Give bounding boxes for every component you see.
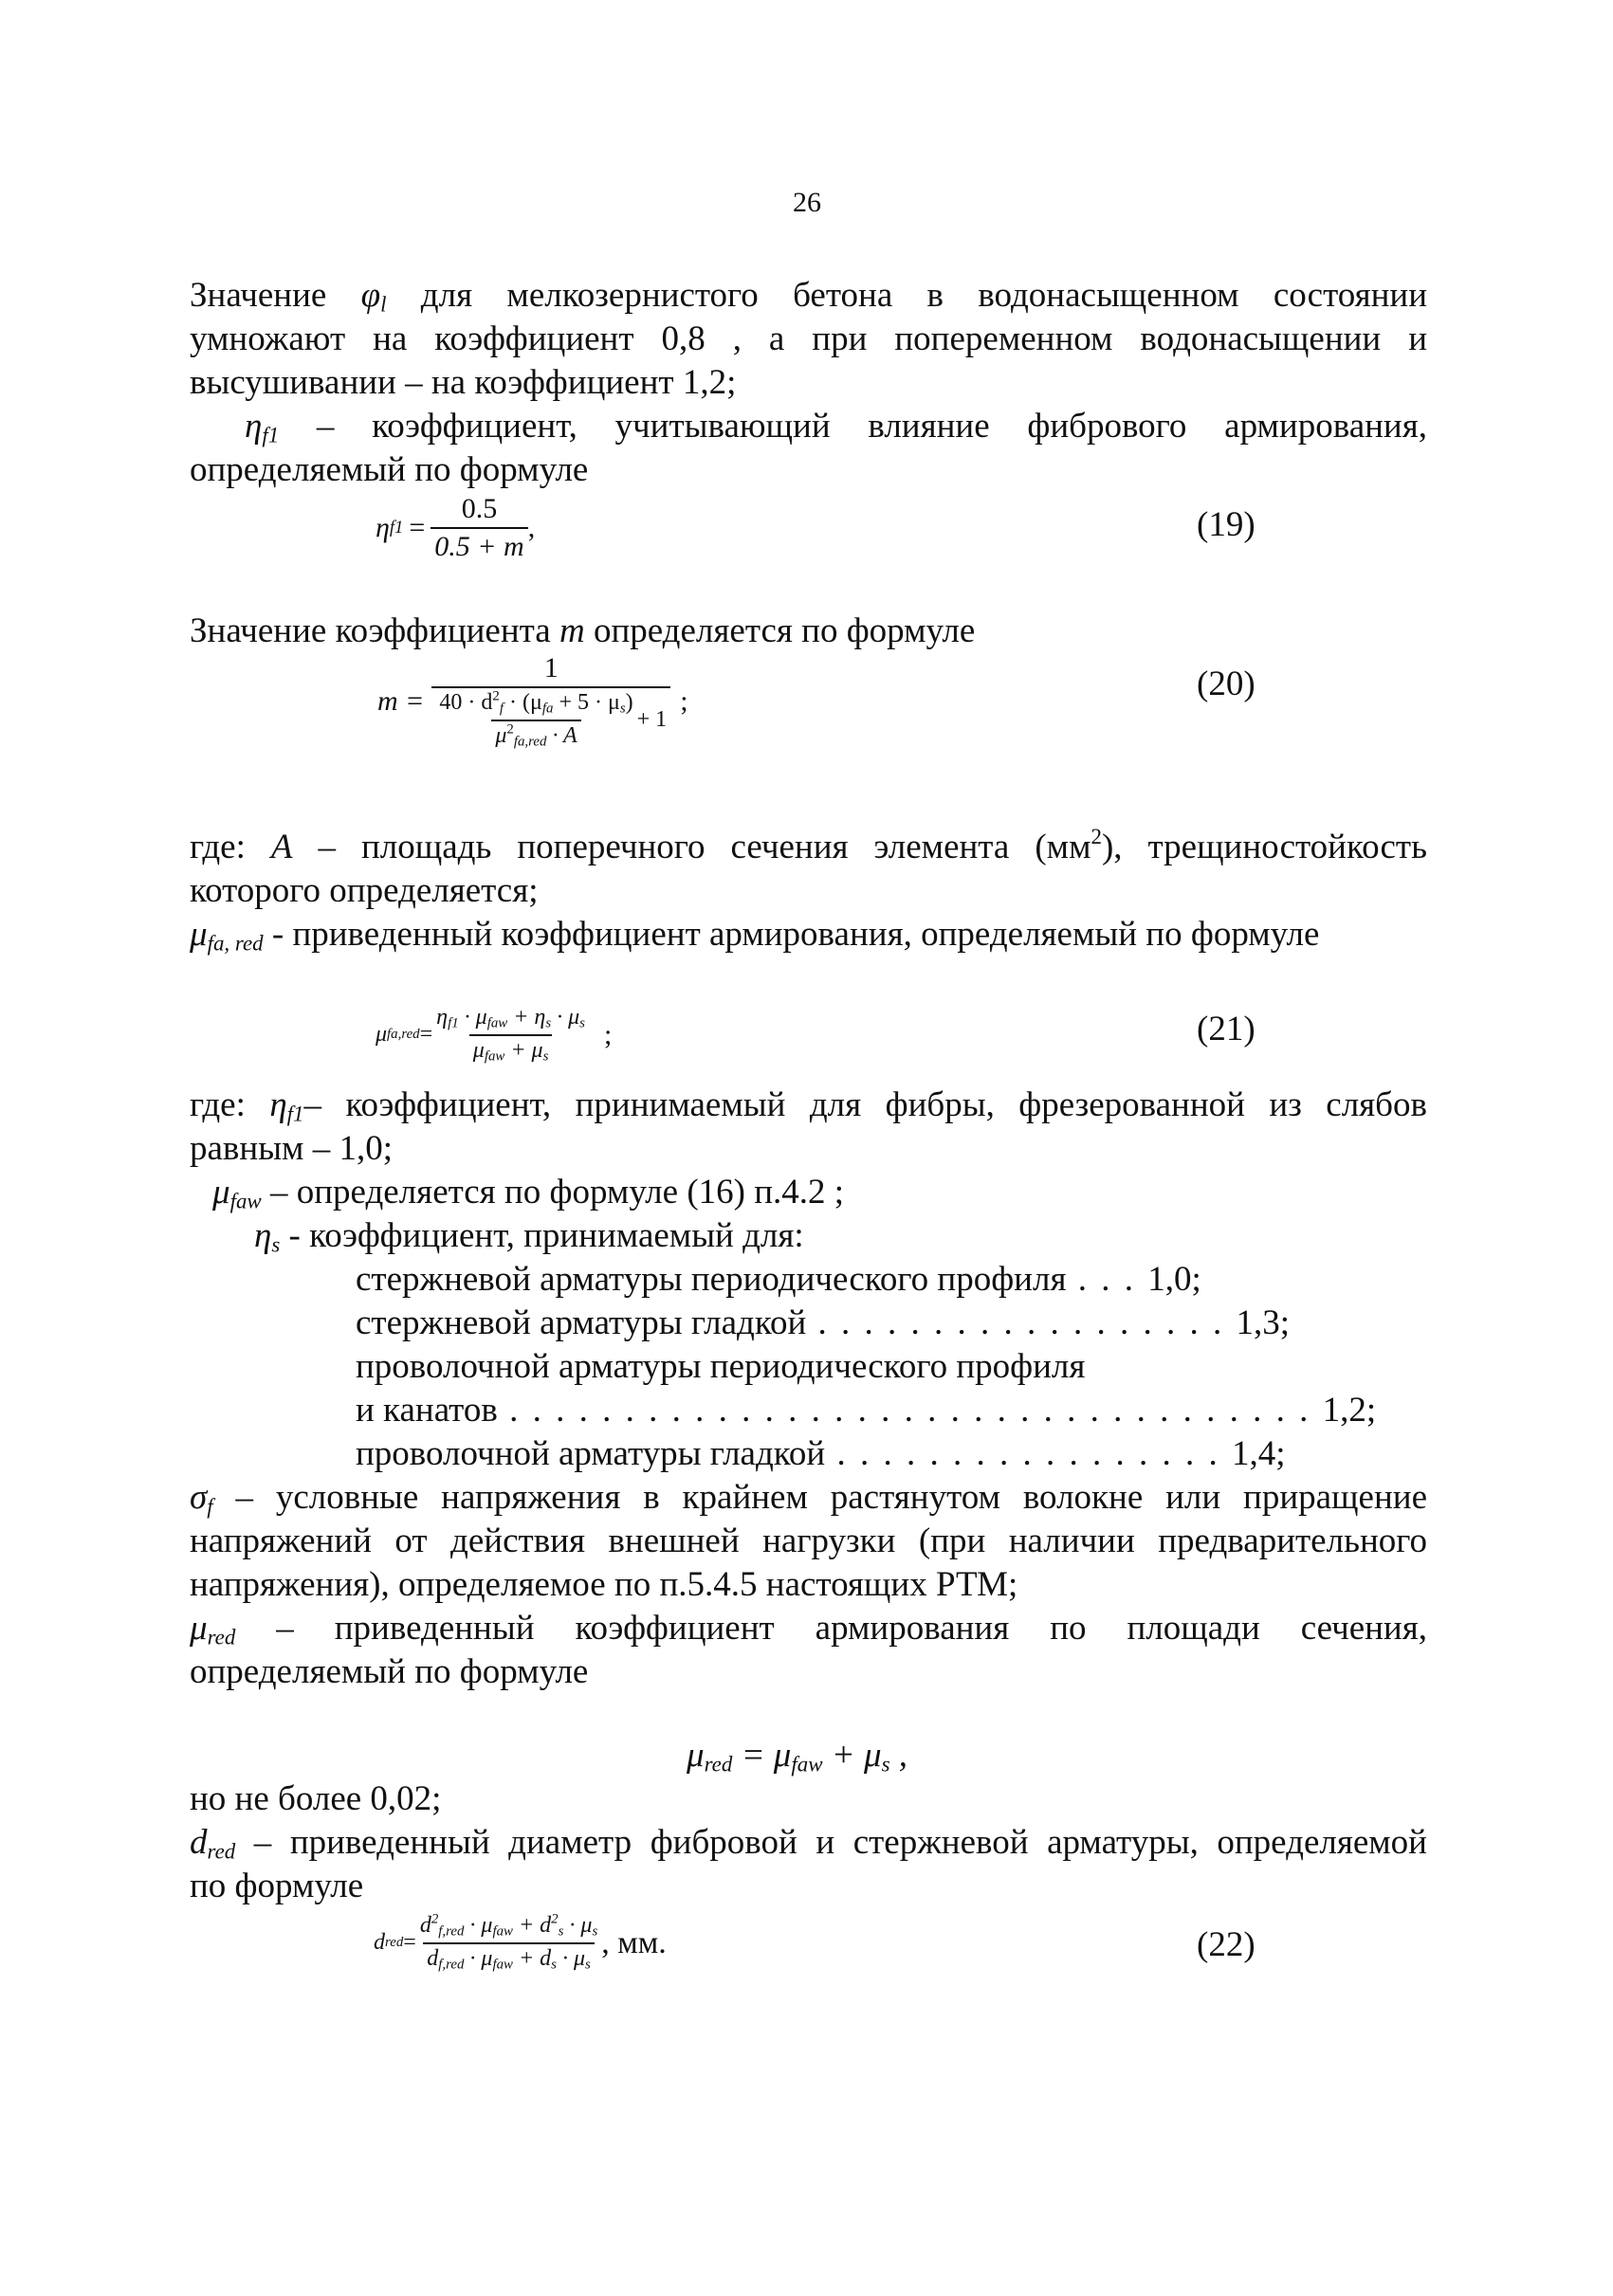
text: · A bbox=[546, 722, 577, 748]
text: + μ bbox=[504, 1037, 543, 1063]
list-item bbox=[356, 1303, 1290, 1344]
item-value: 1,3; bbox=[1236, 1303, 1291, 1342]
limit-note: но не более 0,02; bbox=[190, 1779, 442, 1818]
sub: f1 bbox=[286, 1102, 304, 1126]
equation-21 bbox=[376, 1005, 612, 1065]
eq22-tail: , мм. bbox=[601, 1924, 667, 1960]
text: · (μ bbox=[504, 690, 542, 715]
sub: fa,red bbox=[387, 1027, 420, 1043]
eq21-numerator bbox=[432, 1005, 589, 1034]
leader-dots: . . . . . . . . . . . . . . . . . bbox=[825, 1434, 1232, 1473]
item-value: 1,4; bbox=[1231, 1434, 1286, 1473]
eq21-lhs: μ bbox=[376, 1022, 388, 1048]
text: · μ bbox=[464, 1945, 493, 1971]
sub: s bbox=[881, 1752, 890, 1777]
sub: faw bbox=[492, 1957, 513, 1973]
a-definition-line1 bbox=[190, 827, 1427, 868]
text: – площадь поперечного сечения элемента (мм bbox=[292, 828, 1091, 866]
text: η bbox=[436, 1005, 449, 1030]
item-label: стержневой арматуры гладкой bbox=[356, 1303, 807, 1342]
item-label: и канатов bbox=[356, 1391, 498, 1430]
text: = μ bbox=[732, 1736, 792, 1775]
equals-sign: = bbox=[403, 1930, 416, 1956]
sub: fa bbox=[541, 701, 554, 717]
sub: f,red bbox=[438, 1957, 465, 1973]
sub: s bbox=[271, 1232, 281, 1257]
item-label: стержневой арматуры периодического профиля bbox=[356, 1260, 1067, 1299]
item-value: 1,0; bbox=[1147, 1260, 1201, 1299]
eq19-tail: , bbox=[527, 512, 536, 543]
list-item bbox=[356, 1433, 1285, 1475]
sub: faw bbox=[791, 1752, 823, 1777]
text: Значение bbox=[190, 276, 361, 315]
equals-sign: = bbox=[419, 1022, 433, 1048]
text: где: bbox=[190, 1085, 270, 1124]
text: μ bbox=[472, 1037, 485, 1063]
text: + d bbox=[512, 1913, 552, 1938]
equation-20 bbox=[377, 652, 688, 750]
eq22-fraction bbox=[416, 1913, 601, 1973]
sub: f,red bbox=[438, 1923, 465, 1940]
d-red-definition-line2: по формуле bbox=[190, 1867, 364, 1905]
eta-subscript: f1 bbox=[262, 423, 280, 447]
text: – приведенный коэффициент армирования по площади сечения, bbox=[235, 1609, 1427, 1648]
eq19-denominator: 0.5 + m bbox=[431, 527, 527, 563]
sigma-symbol: σ bbox=[190, 1478, 208, 1517]
sub: fa, red bbox=[207, 931, 264, 956]
sigma-definition-line2: напряжений от действия внешней нагрузки (при наличии предварительного bbox=[190, 1522, 1427, 1560]
eq20-inner-fraction bbox=[435, 690, 636, 750]
sub: faw bbox=[486, 1015, 508, 1031]
equation-22 bbox=[374, 1913, 667, 1973]
text: – определяется по формуле (16) п.4.2 ; bbox=[261, 1173, 845, 1212]
m-intro bbox=[190, 610, 975, 652]
text: d bbox=[419, 1913, 431, 1938]
sub: s bbox=[592, 1923, 598, 1940]
eq21-denominator bbox=[469, 1034, 553, 1066]
text: Значение коэффициента bbox=[190, 611, 559, 650]
eq20-tail: ; bbox=[680, 684, 688, 717]
text: – приведенный диаметр фибровой и стержневой арматуры, определяемой bbox=[235, 1823, 1427, 1862]
eq22-lhs: d bbox=[374, 1930, 385, 1956]
sub: red bbox=[207, 1625, 236, 1649]
eq20-lhs: m = bbox=[377, 684, 425, 717]
d-red-definition-line1 bbox=[190, 1822, 1427, 1873]
list-item bbox=[356, 1346, 1085, 1388]
page-number: 26 bbox=[793, 187, 821, 218]
leader-dots: . . . bbox=[1066, 1260, 1148, 1299]
sub: f bbox=[207, 1494, 213, 1519]
text: – коэффициент, принимаемый для фибры, фрезерованной из слябов bbox=[303, 1085, 1427, 1124]
text: для мелкозернистого бетона в водонасыщенном состоянии bbox=[386, 276, 1427, 315]
eta-symbol: η bbox=[269, 1085, 287, 1124]
sub: red bbox=[385, 1935, 404, 1951]
text: 40 · d bbox=[439, 690, 493, 715]
text: · μ bbox=[464, 1913, 493, 1938]
eq19-fraction bbox=[431, 493, 527, 563]
sub: s bbox=[579, 1015, 585, 1031]
eq20-fraction bbox=[431, 652, 670, 750]
equation-20-number: (20) bbox=[1197, 665, 1256, 703]
paragraph-phi-line3: высушивании – на коэффициент 1,2; bbox=[190, 363, 737, 402]
text: + d bbox=[512, 1945, 552, 1971]
phi-subscript: l bbox=[380, 292, 387, 317]
d-symbol: d bbox=[190, 1823, 208, 1862]
eta-f1-where-line2: равным – 1,0; bbox=[190, 1129, 393, 1168]
text: μ bbox=[687, 1736, 705, 1775]
text: , bbox=[889, 1736, 907, 1775]
eq20-numerator: 1 bbox=[543, 652, 559, 683]
text: + η bbox=[507, 1005, 546, 1030]
leader-dots: . . . . . . . . . . . . . . . . . . bbox=[806, 1303, 1237, 1342]
sup: 2 bbox=[431, 1911, 439, 1927]
sub: s bbox=[545, 1015, 552, 1031]
list-item bbox=[356, 1390, 1376, 1431]
sub: fa,red bbox=[513, 734, 547, 750]
eq20-inner-denominator bbox=[491, 720, 580, 751]
sub: s bbox=[585, 1957, 591, 1973]
sub: red bbox=[207, 1839, 236, 1864]
text: · μ bbox=[551, 1005, 580, 1030]
equation-19 bbox=[376, 493, 535, 563]
text: где: bbox=[190, 828, 271, 866]
sup: 2 bbox=[551, 1911, 559, 1927]
text: d bbox=[427, 1945, 439, 1971]
sigma-definition-line3: напряжения), определяемое по п.5.4.5 настоящих РТМ; bbox=[190, 1565, 1018, 1604]
list-item bbox=[356, 1259, 1201, 1301]
sub: s bbox=[551, 1957, 557, 1973]
phi-symbol: φ bbox=[360, 276, 381, 315]
a-symbol: A bbox=[270, 828, 293, 866]
text: – условные напряжения в крайнем растянутом волокне или приращение bbox=[212, 1478, 1427, 1517]
item-value: 1,2; bbox=[1322, 1391, 1377, 1430]
sub: faw bbox=[484, 1048, 505, 1065]
eq21-tail: ; bbox=[603, 1018, 613, 1050]
eq21-fraction bbox=[432, 1005, 589, 1065]
item-label: проволочной арматуры периодического профиля bbox=[356, 1347, 1086, 1386]
equation-22-number: (22) bbox=[1197, 1925, 1256, 1964]
eq22-numerator bbox=[416, 1913, 601, 1942]
sub: f bbox=[499, 701, 504, 717]
equation-19-number: (19) bbox=[1197, 505, 1256, 544]
eq22-denominator bbox=[423, 1942, 595, 1974]
eq19-lhs-sub: f1 bbox=[389, 518, 404, 538]
sup: 2 bbox=[506, 721, 514, 738]
text: · μ bbox=[458, 1005, 487, 1030]
text: + 5 · μ bbox=[553, 690, 620, 715]
text: определяется по формуле bbox=[584, 611, 976, 650]
equals-sign: = bbox=[409, 512, 426, 543]
sub: s bbox=[558, 1923, 564, 1940]
eq19-lhs: η bbox=[376, 512, 390, 543]
eq20-inner-numerator bbox=[435, 690, 636, 720]
eta-symbol: η bbox=[245, 407, 263, 446]
mu-fa-red-definition bbox=[190, 914, 1319, 965]
sub: s bbox=[619, 701, 626, 717]
mu-red-definition-line2: определяемый по формуле bbox=[190, 1652, 589, 1691]
eta-f1-definition-line2: определяемый по формуле bbox=[190, 450, 589, 489]
text: ), трещиностойкость bbox=[1101, 828, 1427, 866]
m-symbol: m bbox=[559, 611, 585, 650]
equation-mu-red bbox=[687, 1735, 907, 1786]
eq20-denominator bbox=[431, 686, 670, 750]
sup: 2 bbox=[1091, 825, 1102, 849]
eta-symbol: η bbox=[254, 1216, 272, 1255]
leader-dots: . . . . . . . . . . . . . . . . . . . . . . . . . . . . . . . . . . . bbox=[497, 1391, 1323, 1430]
sub: red bbox=[704, 1752, 733, 1777]
text: ) bbox=[625, 690, 633, 715]
sub: faw bbox=[229, 1189, 262, 1213]
text: · μ bbox=[563, 1913, 593, 1938]
equation-21-number: (21) bbox=[1197, 1010, 1256, 1048]
eq20-plus-one: + 1 bbox=[636, 707, 668, 733]
mu-symbol: μ bbox=[212, 1173, 230, 1212]
eq19-numerator: 0.5 bbox=[461, 493, 498, 524]
a-definition-line2: которого определяется; bbox=[190, 871, 539, 910]
sub: f1 bbox=[448, 1015, 459, 1031]
text: – коэффициент, учитывающий влияние фибрового армирования, bbox=[279, 407, 1427, 446]
text: - приведенный коэффициент армирования, определяемый по формуле bbox=[263, 915, 1320, 954]
text: μ bbox=[495, 722, 507, 748]
mu-symbol: μ bbox=[190, 1609, 208, 1648]
text: - коэффициент, принимаемый для: bbox=[280, 1216, 804, 1255]
sub: s bbox=[542, 1048, 549, 1065]
mu-symbol: μ bbox=[190, 915, 208, 954]
text: + μ bbox=[822, 1736, 882, 1775]
text: · μ bbox=[556, 1945, 585, 1971]
sub: faw bbox=[492, 1923, 513, 1940]
paragraph-phi-line2: умножают на коэффициент 0,8 , а при попеременном водонасыщении и bbox=[190, 319, 1427, 358]
item-label: проволочной арматуры гладкой bbox=[356, 1434, 826, 1473]
sup: 2 bbox=[492, 688, 500, 704]
